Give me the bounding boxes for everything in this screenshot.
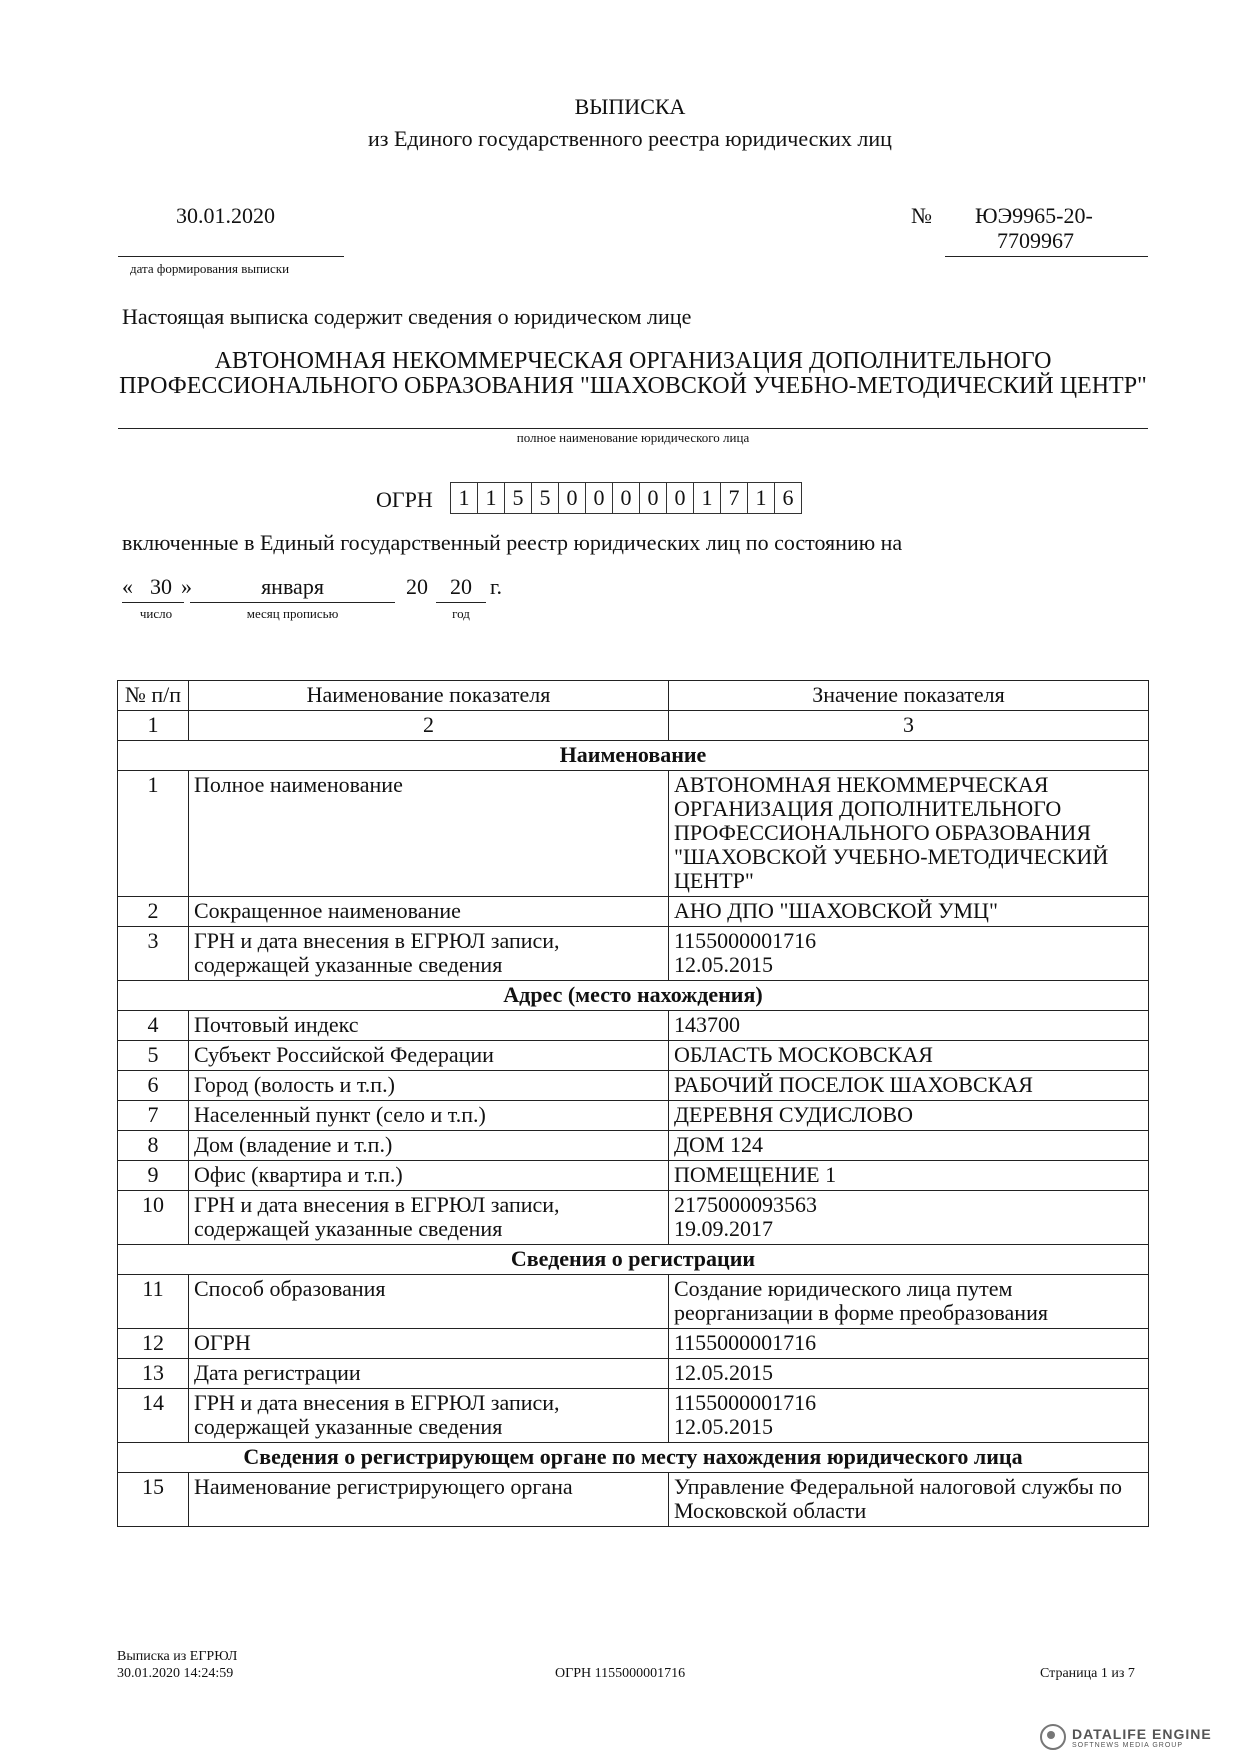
row-name: Способ образования	[189, 1275, 669, 1329]
row-name: ГРН и дата внесения в ЕГРЮЛ записи, содержащей указанные сведения	[189, 1191, 669, 1245]
document-title: ВЫПИСКА	[574, 94, 686, 119]
number-sign: №	[911, 203, 932, 228]
row-value: ОБЛАСТЬ МОСКОВСКАЯ	[669, 1041, 1149, 1071]
watermark	[1040, 1724, 1212, 1750]
ogrn-digit: 0	[639, 482, 667, 514]
table-row	[118, 897, 1149, 927]
table-row	[118, 927, 1149, 981]
table-row	[118, 1329, 1149, 1359]
row-value: Создание юридического лица путем реорганизации в форме преобразования	[669, 1275, 1149, 1329]
ogrn-digit: 0	[585, 482, 613, 514]
date-caption: дата формирования выписки	[130, 261, 290, 276]
row-number: 1	[118, 771, 189, 897]
ogrn-label: ОГРН	[376, 487, 433, 512]
section-title: Адрес (место нахождения)	[118, 981, 1149, 1011]
row-name: Офис (квартира и т.п.)	[189, 1161, 669, 1191]
row-value: АНО ДПО "ШАХОВСКОЙ УМЦ"	[669, 897, 1149, 927]
row-value-line1: 1155000001716	[674, 1390, 817, 1415]
row-value: 143700	[669, 1011, 1149, 1041]
row-number: 12	[118, 1329, 189, 1359]
row-number: 11	[118, 1275, 189, 1329]
row-name: Город (волость и т.п.)	[189, 1071, 669, 1101]
row-number: 7	[118, 1101, 189, 1131]
row-number: 2	[118, 897, 189, 927]
year-suffix: г.	[490, 574, 503, 599]
row-name: Наименование регистрирующего органа	[189, 1473, 669, 1527]
month-underline	[190, 602, 395, 603]
ogrn-digit: 0	[558, 482, 586, 514]
row-value: ДЕРЕВНЯ СУДИСЛОВО	[669, 1101, 1149, 1131]
open-quote: «	[122, 574, 133, 599]
table-row	[118, 1131, 1149, 1161]
close-quote: »	[181, 574, 192, 599]
row-name: Населенный пункт (село и т.п.)	[189, 1101, 669, 1131]
watermark-main: DATALIFE ENGINE	[1072, 1725, 1212, 1742]
org-name-caption: полное наименование юридического лица	[516, 430, 750, 445]
as-of-year: 20	[450, 574, 472, 599]
table-header-row	[118, 681, 1149, 711]
table-row	[118, 1071, 1149, 1101]
watermark-sub: SOFTNEWS MEDIA GROUP	[1072, 1741, 1184, 1749]
ogrn-digit: 0	[666, 482, 694, 514]
row-name: ГРН и дата внесения в ЕГРЮЛ записи, содержащей указанные сведения	[189, 1389, 669, 1443]
section-row	[118, 1245, 1149, 1275]
footer-doc-name: Выписка из ЕГРЮЛ	[117, 1649, 238, 1664]
column-number-row	[118, 711, 1149, 741]
section-title: Наименование	[118, 741, 1149, 771]
intro-text: Настоящая выписка содержит сведения о юридическом лице	[122, 304, 692, 329]
row-number: 10	[118, 1191, 189, 1245]
row-name: Сокращенное наименование	[189, 897, 669, 927]
section-row	[118, 1443, 1149, 1473]
number-underline	[945, 256, 1148, 257]
year-underline	[436, 602, 486, 603]
as-of-month: января	[261, 574, 324, 599]
row-number: 6	[118, 1071, 189, 1101]
footer-ogrn: ОГРН 1155000001716	[555, 1666, 686, 1681]
table-row	[118, 1275, 1149, 1329]
table-row	[118, 1359, 1149, 1389]
footer-page-number: Страница 1 из 7	[1040, 1666, 1135, 1681]
ogrn-digit: 0	[612, 482, 640, 514]
row-value: РАБОЧИЙ ПОСЕЛОК ШАХОВСКАЯ	[669, 1071, 1149, 1101]
statement-number-line2: 7709967	[997, 228, 1074, 253]
org-full-name: АВТОНОМНАЯ НЕКОММЕРЧЕСКАЯ ОРГАНИЗАЦИЯ ДОПОЛНИТЕЛЬНОГО ПРОФЕССИОНАЛЬНОГО ОБРАЗОВАНИЯ "ШАХОВСКОЙ УЧЕБНО-МЕТОДИЧЕСКИЙ ЦЕНТР"	[119, 348, 1147, 399]
year-caption: год	[452, 606, 470, 621]
row-name: Дом (владение и т.п.)	[189, 1131, 669, 1161]
document-subtitle: из Единого государственного реестра юридических лиц	[368, 126, 892, 151]
row-name: Полное наименование	[189, 771, 669, 897]
row-value	[669, 1389, 1149, 1443]
table-row	[118, 1101, 1149, 1131]
row-value: ПОМЕЩЕНИЕ 1	[669, 1161, 1149, 1191]
ogrn-digit: 1	[747, 482, 775, 514]
row-value-line1: 1155000001716	[674, 928, 817, 953]
as-of-century: 20	[406, 574, 428, 599]
table-row	[118, 1473, 1149, 1527]
included-text: включенные в Единый государственный реестр юридических лиц по состоянию на	[122, 530, 903, 555]
section-title: Сведения о регистрирующем органе по месту нахождения юридического лица	[118, 1443, 1149, 1473]
section-row	[118, 741, 1149, 771]
row-name: Субъект Российской Федерации	[189, 1041, 669, 1071]
col-number: 3	[669, 711, 1149, 741]
org-name-underline	[118, 428, 1148, 429]
table-row	[118, 1041, 1149, 1071]
row-value-line2: 12.05.2015	[674, 1414, 773, 1439]
row-number: 8	[118, 1131, 189, 1161]
row-value-line1: 2175000093563	[674, 1192, 817, 1217]
row-number: 15	[118, 1473, 189, 1527]
month-caption: месяц прописью	[246, 606, 339, 621]
row-value-line2: 19.09.2017	[674, 1216, 773, 1241]
register-data-table	[117, 680, 1149, 1527]
row-value: 1155000001716	[669, 1329, 1149, 1359]
ogrn-digit: 5	[504, 482, 532, 514]
col-number: 1	[118, 711, 189, 741]
row-value: АВТОНОМНАЯ НЕКОММЕРЧЕСКАЯ ОРГАНИЗАЦИЯ ДОПОЛНИТЕЛЬНОГО ПРОФЕССИОНАЛЬНОГО ОБРАЗОВАНИЯ "ШАХОВСКОЙ УЧЕБНО-МЕТОДИЧЕСКИЙ ЦЕНТР"	[669, 771, 1149, 897]
row-number: 13	[118, 1359, 189, 1389]
col-number: 2	[189, 711, 669, 741]
ogrn-digit: 1	[693, 482, 721, 514]
ogrn-digit: 7	[720, 482, 748, 514]
eye-icon	[1040, 1724, 1066, 1750]
header-number: № п/п	[118, 681, 189, 711]
header-indicator-name: Наименование показателя	[189, 681, 669, 711]
watermark-text	[1072, 1726, 1212, 1749]
day-underline	[122, 602, 184, 603]
row-name: ОГРН	[189, 1329, 669, 1359]
footer-datetime: 30.01.2020 14:24:59	[117, 1666, 234, 1681]
row-value: Управление Федеральной налоговой службы по Московской области	[669, 1473, 1149, 1527]
row-name: ГРН и дата внесения в ЕГРЮЛ записи, содержащей указанные сведения	[189, 927, 669, 981]
row-number: 9	[118, 1161, 189, 1191]
date-underline	[118, 256, 344, 257]
row-value	[669, 927, 1149, 981]
table-row	[118, 1011, 1149, 1041]
statement-number-line1: ЮЭ9965-20-	[975, 203, 1093, 228]
table-row	[118, 771, 1149, 897]
row-number: 3	[118, 927, 189, 981]
section-title: Сведения о регистрации	[118, 1245, 1149, 1275]
section-row	[118, 981, 1149, 1011]
row-value: ДОМ 124	[669, 1131, 1149, 1161]
table-row	[118, 1389, 1149, 1443]
ogrn-digit: 5	[531, 482, 559, 514]
day-caption: число	[139, 606, 173, 621]
formation-date: 30.01.2020	[176, 203, 275, 228]
ogrn-digit: 1	[450, 482, 478, 514]
table-row	[118, 1191, 1149, 1245]
ogrn-digit: 6	[774, 482, 802, 514]
row-number: 4	[118, 1011, 189, 1041]
row-name: Почтовый индекс	[189, 1011, 669, 1041]
row-name: Дата регистрации	[189, 1359, 669, 1389]
row-value-line2: 12.05.2015	[674, 952, 773, 977]
ogrn-digit-boxes	[451, 482, 802, 514]
header-indicator-value: Значение показателя	[669, 681, 1149, 711]
ogrn-digit: 1	[477, 482, 505, 514]
row-value	[669, 1191, 1149, 1245]
table-row	[118, 1161, 1149, 1191]
row-value: 12.05.2015	[669, 1359, 1149, 1389]
as-of-day: 30	[150, 574, 172, 599]
row-number: 14	[118, 1389, 189, 1443]
row-number: 5	[118, 1041, 189, 1071]
